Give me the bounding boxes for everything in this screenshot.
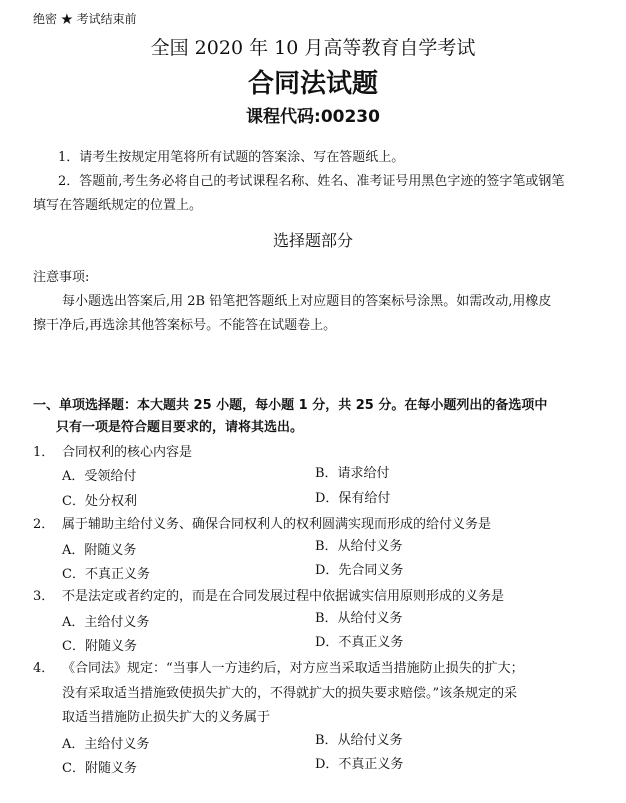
option-c: C．处分权利 xyxy=(62,494,137,509)
question-stem: 《合同法》规定：“当事人一方违约后，对方应当采取适当措施防止损失的扩大； xyxy=(62,661,524,676)
option-c: C．不真正义务 xyxy=(62,567,150,582)
part1-header-line-1: 一、单项选择题：本大题共 25 小题，每小题 1 分，共 25 分。在每小题列出的备选项中 xyxy=(33,398,548,413)
question-stem: 没有采取适当措施致使损失扩大的，不得就扩大的损失要求赔偿。”该条规定的采 xyxy=(62,686,518,701)
notes-line-1: 每小题选出答案后,用 2B 铅笔把答题纸上对应题目的答案标号涂黑。如需改动,用橡皮 xyxy=(62,294,552,309)
question-number: 2． xyxy=(33,517,55,532)
option-a: A．主给付义务 xyxy=(62,737,150,752)
option-a: A．附随义务 xyxy=(62,543,137,558)
option-c: C．附随义务 xyxy=(62,761,137,776)
question-number: 1． xyxy=(33,445,55,460)
option-c: C．附随义务 xyxy=(62,639,137,654)
question-number: 4． xyxy=(33,661,55,676)
option-b: B．从给付义务 xyxy=(315,733,403,748)
notes-label: 注意事项: xyxy=(33,270,90,285)
option-a: A．主给付义务 xyxy=(62,615,150,630)
option-b: B．从给付义务 xyxy=(315,611,403,626)
part1-header-line-2: 只有一项是符合题目要求的，请将其选出。 xyxy=(56,420,304,435)
subject-title: 合同法试题 xyxy=(247,69,378,99)
section-title: 选择题部分 xyxy=(272,231,353,250)
course-code: 课程代码:00230 xyxy=(246,107,380,127)
instruction-1: 1．请考生按规定用笔将所有试题的答案涂、写在答题纸上。 xyxy=(58,150,405,165)
question-stem: 属于辅助主给付义务、确保合同权利人的权利圆满实现而形成的给付义务是 xyxy=(62,517,492,532)
instruction-2-cont: 填写在答题纸规定的位置上。 xyxy=(33,198,203,213)
option-d: D．不真正义务 xyxy=(315,757,404,772)
option-d: D．保有给付 xyxy=(315,491,391,506)
question-stem: 合同权利的核心内容是 xyxy=(62,445,193,460)
instruction-2: 2．答题前,考生务必将自己的考试课程名称、姓名、准考证号用黑色字迹的签字笔或钢笔 xyxy=(58,174,565,189)
notes-line-2: 擦干净后,再选涂其他答案标号。不能答在试题卷上。 xyxy=(33,318,337,333)
exam-title: 全国 2020 年 10 月高等教育自学考试 xyxy=(150,37,476,59)
option-a: A．受领给付 xyxy=(62,469,137,484)
option-d: D．先合同义务 xyxy=(315,563,404,578)
option-d: D．不真正义务 xyxy=(315,635,404,650)
question-stem: 不是法定或者约定的，而是在合同发展过程中依据诚实信用原则形成的义务是 xyxy=(62,589,505,604)
question-stem: 取适当措施防止损失扩大的义务属于 xyxy=(62,710,271,725)
question-number: 3． xyxy=(33,589,55,604)
confidential-mark: 绝密 ★ 考试结束前 xyxy=(33,12,137,26)
option-b: B．请求给付 xyxy=(315,466,390,481)
option-b: B．从给付义务 xyxy=(315,539,403,554)
